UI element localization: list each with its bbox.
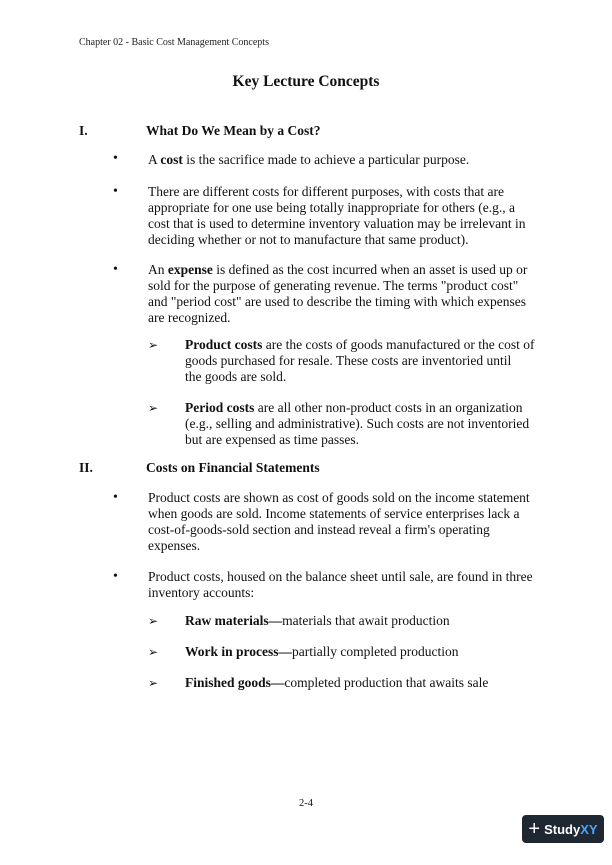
arrow-bullet-icon: ➢ — [148, 614, 159, 628]
sub-bullet-paragraph: Product costs are the costs of goods manufactured or the cost of goods purchased for resale. These costs are inventoried until the goods are sold. — [185, 337, 535, 384]
section-number: I. — [79, 123, 88, 138]
brand-name: StudyXY — [544, 821, 598, 837]
studyxy-badge[interactable] — [522, 815, 604, 843]
plus-icon: + — [528, 818, 541, 840]
bullet-icon: • — [113, 184, 118, 199]
bullet-icon: • — [113, 262, 118, 277]
bullet-icon: • — [113, 569, 118, 584]
bullet-paragraph: Product costs are shown as cost of goods sold on the income statement when goods are sold. Income statements of service enterprises lack a cost-of-goods-sold section and instead reveal a firm's operating expenses. — [148, 490, 530, 553]
section-number: II. — [79, 460, 93, 475]
sub-bullet-paragraph: Period costs are all other non-product costs in an organization (e.g., selling and administrative). Such costs are not inventoried but are expensed as time passes. — [185, 400, 530, 447]
arrow-bullet-icon: ➢ — [148, 676, 159, 690]
section-title: Costs on Financial Statements — [146, 460, 320, 475]
bullet-paragraph: An expense is defined as the cost incurred when an asset is used up or sold for the purpose of generating revenue. The terms "product cost" and "period cost" are used to describe the timing with which expenses are recognized. — [148, 262, 528, 325]
inventory-account-item: Finished goods—completed production that awaits sale — [185, 675, 489, 690]
arrow-bullet-icon: ➢ — [148, 401, 159, 415]
section-title: What Do We Mean by a Cost? — [146, 123, 321, 138]
bullet-paragraph: A cost is the sacrifice made to achieve a particular purpose. — [148, 152, 470, 167]
bullet-icon: • — [113, 490, 118, 505]
bullet-icon: • — [113, 151, 118, 166]
chapter-header: Chapter 02 - Basic Cost Management Concepts — [79, 37, 269, 48]
page-title: Key Lecture Concepts — [232, 73, 380, 90]
inventory-account-item: Work in process—partially completed production — [185, 644, 459, 659]
arrow-bullet-icon: ➢ — [148, 645, 159, 659]
bullet-paragraph: Product costs, housed on the balance sheet until sale, are found in three inventory accounts: — [148, 569, 533, 600]
inventory-account-item: Raw materials—materials that await production — [185, 613, 450, 628]
page-number: 2-4 — [299, 798, 313, 809]
bullet-paragraph: There are different costs for different purposes, with costs that are appropriate for one use being totally inappropriate for others (e.g., a cost that is used to determine inventory valuation may be irrelevant in deciding whether or not to manufacture that same product). — [148, 184, 526, 247]
arrow-bullet-icon: ➢ — [148, 338, 159, 352]
